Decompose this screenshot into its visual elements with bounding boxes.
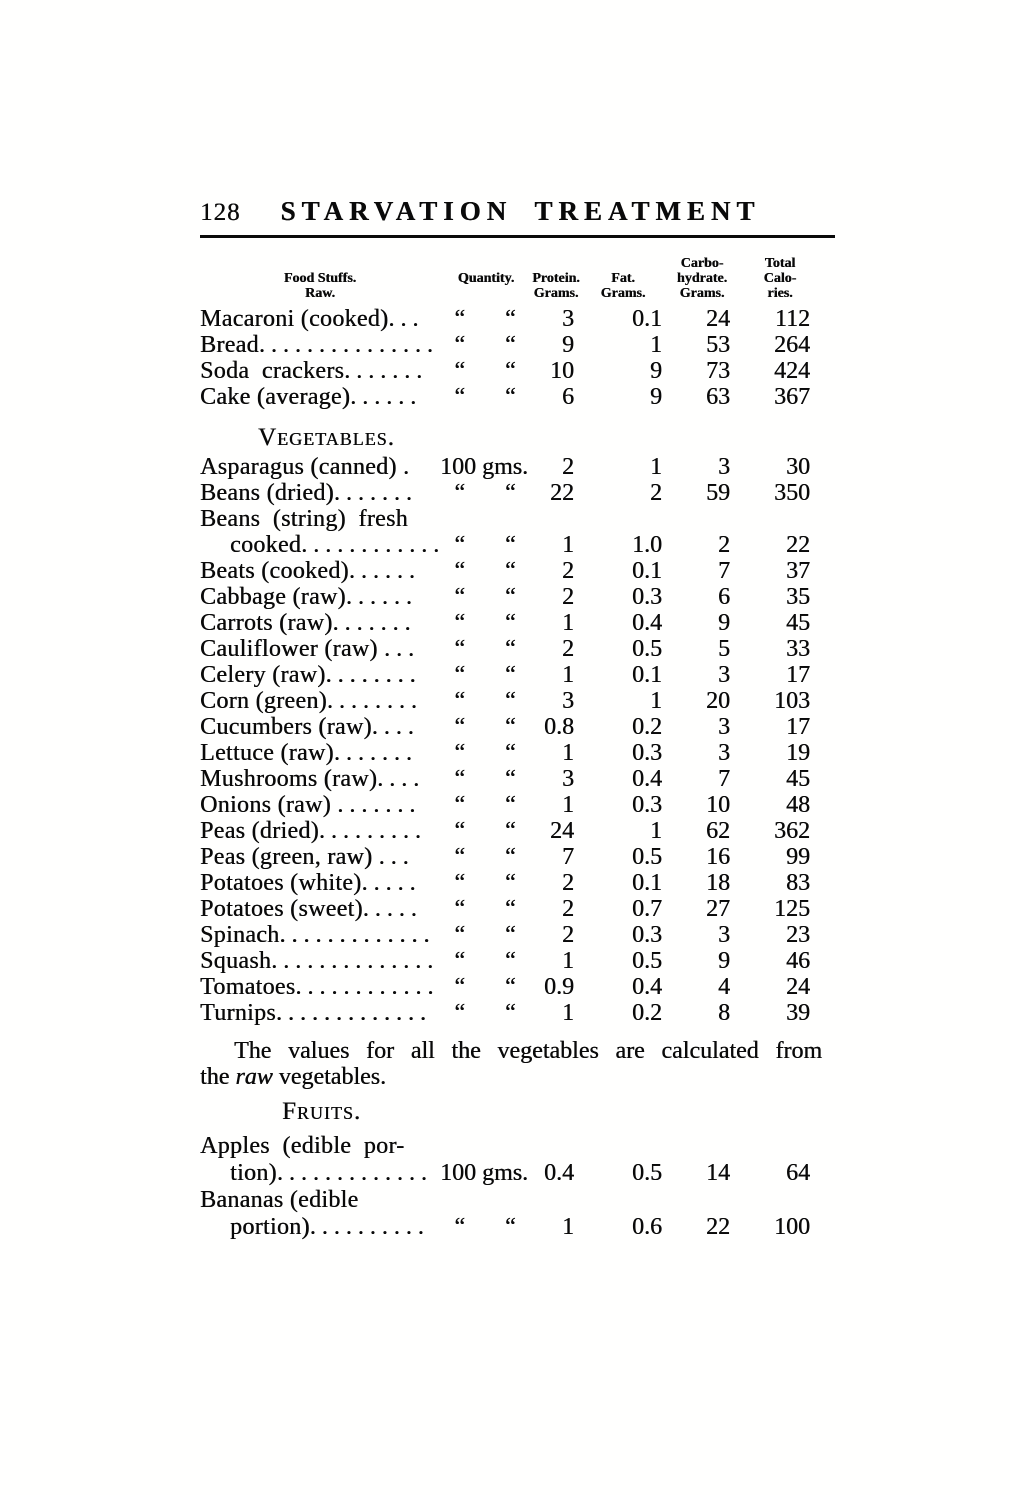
protein-cell: 1 <box>562 792 574 818</box>
food-name-cell <box>200 384 440 410</box>
section-heading-row <box>200 1090 822 1133</box>
fat-cell: 1 <box>650 332 662 358</box>
food-name-text: Soda crackers <box>200 358 345 384</box>
fat-cell: 0.5 <box>632 948 662 974</box>
carbohydrate-cell: 3 <box>718 922 730 948</box>
food-name-cell <box>200 532 446 558</box>
fruits-table <box>200 1090 822 1241</box>
fat-cell: 0.2 <box>632 1000 662 1026</box>
section-heading: Fruits. <box>282 1098 362 1125</box>
food-name-cell <box>200 766 440 792</box>
calories-cell: 350 <box>774 480 810 506</box>
calories-cell: 45 <box>786 766 810 792</box>
food-name-text: Potatoes (sweet) <box>200 896 363 922</box>
calories-cell: 83 <box>786 870 810 896</box>
leader-dots: . <box>402 454 415 480</box>
protein-column-header <box>532 256 580 306</box>
table-row <box>200 1160 822 1187</box>
protein-cell: 2 <box>562 454 574 480</box>
fat-cell: 0.5 <box>632 636 662 662</box>
leader-dots: ....... <box>333 480 418 506</box>
fat-cell: 0.7 <box>632 896 662 922</box>
carbohydrate-cell: 16 <box>706 844 730 870</box>
food-name-text: portion) <box>230 1214 310 1240</box>
page-header <box>200 196 835 227</box>
leader-dots: ............. <box>275 1000 432 1026</box>
calories-cell: 17 <box>786 662 810 688</box>
carbohydrate-cell: 9 <box>718 610 730 636</box>
food-name-text: Spinach <box>200 922 280 948</box>
table-row <box>200 636 822 662</box>
table-row <box>200 480 822 506</box>
carbohydrate-cell: 59 <box>706 480 730 506</box>
food-name-cell <box>200 948 440 974</box>
food-column-header <box>200 256 440 306</box>
leader-dots: ....... <box>344 358 429 384</box>
table-row <box>200 844 822 870</box>
table-row <box>200 454 822 480</box>
leader-dots: .... <box>377 766 426 792</box>
fat-cell: 0.1 <box>632 306 662 332</box>
food-name-text: Turnips <box>200 1000 276 1026</box>
food-name-cell <box>200 870 440 896</box>
carbohydrate-cell: 27 <box>706 896 730 922</box>
food-name-cell <box>200 454 440 480</box>
table-row <box>200 688 822 714</box>
fat-cell: 0.5 <box>632 844 662 870</box>
leader-dots: ....... <box>337 792 422 818</box>
table-row <box>200 896 822 922</box>
calories-cell: 64 <box>786 1160 811 1186</box>
protein-cell: 1 <box>562 948 574 974</box>
table-row <box>200 584 822 610</box>
quantity-cell: “ “ <box>454 766 518 792</box>
fat-cell: 0.3 <box>632 584 662 610</box>
calories-cell: 30 <box>786 454 810 480</box>
leader-dots: ...... <box>350 384 423 410</box>
quantity-cell: “ “ <box>454 948 518 974</box>
carbohydrate-cell: 10 <box>706 792 730 818</box>
table-row <box>200 332 822 358</box>
food-name-cell <box>200 1000 440 1026</box>
fat-cell: 0.1 <box>632 870 662 896</box>
calories-column-header <box>738 256 822 306</box>
leader-dots: ...... <box>345 584 418 610</box>
food-name-text: Tomatoes <box>200 974 296 1000</box>
protein-cell: 1 <box>562 1214 574 1240</box>
fat-cell: 0.3 <box>632 922 662 948</box>
protein-cell: 1 <box>562 610 574 636</box>
note-paragraph <box>200 1038 822 1090</box>
header-rule <box>200 235 835 238</box>
protein-cell: 2 <box>562 870 574 896</box>
calories-cell: 19 <box>786 740 810 766</box>
calories-cell: 37 <box>786 558 810 584</box>
fat-cell: 1 <box>650 688 662 714</box>
quantity-cell: 100 gms. <box>440 1160 529 1186</box>
leader-dots: .............. <box>271 948 440 974</box>
table-row <box>200 1214 822 1241</box>
food-name-text: Beans (string) fresh <box>200 506 408 532</box>
fat-cell: 0.3 <box>632 740 662 766</box>
table-row <box>200 870 822 896</box>
header-line: Total <box>764 256 796 271</box>
carbohydrate-cell: 6 <box>718 584 730 610</box>
food-name-text: Macaroni (cooked) <box>200 306 389 332</box>
food-name-cell <box>200 922 440 948</box>
food-name-text: Peas (dried) <box>200 818 319 844</box>
protein-cell: 3 <box>562 688 574 714</box>
food-name-text: Asparagus (canned) <box>200 454 403 480</box>
calories-cell: 17 <box>786 714 810 740</box>
carbohydrate-cell: 53 <box>706 332 730 358</box>
food-name-text: Beats (cooked) <box>200 558 349 584</box>
carbohydrate-cell: 73 <box>706 358 730 384</box>
protein-cell: 24 <box>550 818 574 844</box>
quantity-cell: “ “ <box>454 662 518 688</box>
food-name-text: Cauliflower (raw) <box>200 636 384 662</box>
quantity-cell: “ “ <box>454 740 518 766</box>
table-row <box>200 1187 822 1214</box>
header-line: Carbo- <box>680 256 724 271</box>
header-line: Raw. <box>305 286 335 301</box>
fat-cell: 0.2 <box>632 714 662 740</box>
protein-cell: 0.9 <box>544 974 574 1000</box>
table-row <box>200 974 822 1000</box>
fruit-table-body <box>200 1090 822 1241</box>
food-name-text: Peas (green, raw) <box>200 844 379 870</box>
food-name-text: cooked <box>230 532 302 558</box>
food-name-cell <box>200 584 440 610</box>
quantity-cell: “ “ <box>454 332 518 358</box>
table-row <box>200 506 822 532</box>
leader-dots: ..... <box>362 896 423 922</box>
carbohydrate-cell: 18 <box>706 870 730 896</box>
food-name-text: Cucumbers (raw) <box>200 714 372 740</box>
protein-cell: 1 <box>562 1000 574 1026</box>
calories-cell: 112 <box>774 306 810 332</box>
quantity-cell: “ “ <box>454 974 518 1000</box>
leader-dots: ............. <box>276 1160 433 1186</box>
food-name-text: tion) <box>230 1160 277 1186</box>
protein-cell: 2 <box>562 636 574 662</box>
leader-dots: ...... <box>348 558 421 584</box>
calories-cell: 22 <box>786 532 810 558</box>
fat-cell: 1 <box>650 818 662 844</box>
food-name-cell <box>200 332 440 358</box>
carbohydrate-cell: 4 <box>718 974 730 1000</box>
food-name-cell <box>200 662 440 688</box>
table-row <box>200 306 822 332</box>
quantity-cell: “ “ <box>454 688 518 714</box>
leader-dots: .......... <box>309 1214 430 1240</box>
note-text: the <box>200 1064 236 1090</box>
quantity-cell: “ “ <box>454 1214 518 1240</box>
table-row <box>200 948 822 974</box>
carbohydrate-cell: 3 <box>718 662 730 688</box>
food-name-cell <box>200 1214 440 1241</box>
quantity-cell: “ “ <box>454 480 518 506</box>
food-name-text: Celery (raw) <box>200 662 326 688</box>
protein-cell: 1 <box>562 662 574 688</box>
protein-cell: 2 <box>562 896 574 922</box>
fat-cell: 2 <box>650 480 662 506</box>
carbohydrate-cell: 62 <box>706 818 730 844</box>
food-table-body <box>200 306 822 1026</box>
carbohydrate-cell: 5 <box>718 636 730 662</box>
food-name-text: Apples (edible por- <box>200 1133 405 1159</box>
table-row <box>200 662 822 688</box>
quantity-cell: “ “ <box>454 792 518 818</box>
calories-cell: 33 <box>786 636 810 662</box>
food-name-cell <box>200 558 440 584</box>
food-name-cell <box>200 714 440 740</box>
carbohydrate-cell: 7 <box>718 766 730 792</box>
food-name-text: Potatoes (white) <box>200 870 362 896</box>
quantity-cell: “ “ <box>454 384 518 410</box>
fat-column-header <box>580 256 666 306</box>
header-line: hydrate. <box>676 271 728 286</box>
fat-cell: 9 <box>650 358 662 384</box>
food-name-cell <box>200 740 440 766</box>
quantity-cell: 100 gms. <box>440 454 529 480</box>
table-row <box>200 1133 822 1160</box>
calories-cell: 424 <box>774 358 810 384</box>
quantity-cell: “ “ <box>454 922 518 948</box>
food-name-cell <box>200 306 440 332</box>
food-name-text: Beans (dried) <box>200 480 334 506</box>
carbohydrate-cell: 20 <box>706 688 730 714</box>
table-row <box>200 714 822 740</box>
calories-cell: 103 <box>774 688 810 714</box>
protein-cell: 3 <box>562 306 574 332</box>
fat-cell: 0.5 <box>632 1160 662 1186</box>
section-heading: Vegetables. <box>258 424 395 451</box>
food-name-text: Bananas (edible <box>200 1187 359 1213</box>
table-row <box>200 558 822 584</box>
food-name-cell <box>200 818 440 844</box>
table-row <box>200 610 822 636</box>
quantity-cell: “ “ <box>454 558 518 584</box>
protein-cell: 2 <box>562 584 574 610</box>
leader-dots: ........ <box>326 688 423 714</box>
quantity-cell: “ “ <box>454 844 518 870</box>
fat-cell: 0.1 <box>632 662 662 688</box>
header-line: Grams. <box>600 286 646 301</box>
food-name-text: Carrots (raw) <box>200 610 333 636</box>
protein-cell: 1 <box>562 740 574 766</box>
leader-dots: ......... <box>318 818 427 844</box>
protein-cell: 1 <box>562 532 574 558</box>
food-name-cell <box>200 506 822 532</box>
food-name-cell <box>200 1133 822 1160</box>
table-row <box>200 1000 822 1026</box>
table-row <box>200 532 822 558</box>
calories-cell: 23 <box>786 922 810 948</box>
header-line: Quantity. <box>457 271 515 286</box>
calories-cell: 39 <box>786 1000 810 1026</box>
table-header <box>200 256 822 306</box>
nutrition-table <box>200 256 822 1026</box>
header-line: Protein. <box>532 271 580 286</box>
table-row <box>200 922 822 948</box>
calories-cell: 367 <box>774 384 810 410</box>
header-line: Calo- <box>763 271 797 286</box>
carbohydrate-cell: 3 <box>718 714 730 740</box>
food-name-text: Onions (raw) <box>200 792 338 818</box>
fat-cell: 0.1 <box>632 558 662 584</box>
food-name-text: Squash <box>200 948 272 974</box>
protein-cell: 0.8 <box>544 714 574 740</box>
food-name-cell <box>200 896 440 922</box>
carbohydrate-cell: 22 <box>706 1214 730 1240</box>
leader-dots: ............ <box>301 532 446 558</box>
calories-cell: 362 <box>774 818 810 844</box>
carbohydrate-cell: 14 <box>706 1160 730 1186</box>
header-line: Grams. <box>533 286 579 301</box>
quantity-column-header <box>440 256 532 306</box>
page-number: 128 <box>200 199 241 226</box>
food-name-cell <box>200 792 440 818</box>
leader-dots: ..... <box>361 870 422 896</box>
leader-dots: ............. <box>279 922 436 948</box>
food-name-cell <box>200 974 440 1000</box>
fat-cell: 0.4 <box>632 610 662 636</box>
carbohydrate-cell: 63 <box>706 384 730 410</box>
header-line: ries. <box>767 286 793 301</box>
quantity-cell: “ “ <box>454 532 518 558</box>
header-line: Food Stuffs. <box>283 271 357 286</box>
leader-dots: ............... <box>258 332 439 358</box>
calories-cell: 24 <box>786 974 810 1000</box>
carbohydrate-cell: 3 <box>718 740 730 766</box>
note-italic-word: raw <box>235 1064 273 1090</box>
food-name-cell <box>200 844 440 870</box>
calories-cell: 35 <box>786 584 810 610</box>
calories-cell: 264 <box>774 332 810 358</box>
note-text: vegetables. <box>272 1064 386 1090</box>
fat-cell: 0.4 <box>632 766 662 792</box>
leader-dots: ........ <box>325 662 422 688</box>
food-name-cell <box>200 480 440 506</box>
quantity-cell: “ “ <box>454 870 518 896</box>
header-line: Grams. <box>679 286 725 301</box>
protein-cell: 7 <box>562 844 574 870</box>
food-name-text: Cake (average) <box>200 384 351 410</box>
section-heading-row <box>200 410 822 454</box>
fat-cell: 9 <box>650 384 662 410</box>
food-name-text: Lettuce (raw) <box>200 740 334 766</box>
table-row <box>200 766 822 792</box>
carbohydrate-cell: 3 <box>718 454 730 480</box>
carbohydrate-cell: 8 <box>718 1000 730 1026</box>
calories-cell: 45 <box>786 610 810 636</box>
table-row <box>200 358 822 384</box>
food-name-text: Bread <box>200 332 259 358</box>
fat-cell: 0.6 <box>632 1214 662 1240</box>
fat-cell: 1 <box>650 454 662 480</box>
food-name-cell <box>200 1160 440 1187</box>
food-name-cell <box>200 358 440 384</box>
quantity-cell: “ “ <box>454 636 518 662</box>
carbohydrate-cell: 7 <box>718 558 730 584</box>
food-name-cell <box>200 688 440 714</box>
protein-cell: 3 <box>562 766 574 792</box>
header-line: Fat. <box>611 271 635 286</box>
carbohydrate-cell: 2 <box>718 532 730 558</box>
protein-cell: 2 <box>562 558 574 584</box>
quantity-cell: “ “ <box>454 584 518 610</box>
leader-dots: ....... <box>332 610 417 636</box>
leader-dots: ............ <box>295 974 440 1000</box>
header-line <box>440 286 532 301</box>
food-name-cell <box>200 1187 822 1214</box>
carbohydrate-column-header <box>666 256 738 306</box>
carbohydrate-cell: 9 <box>718 948 730 974</box>
table-row <box>200 792 822 818</box>
protein-cell: 6 <box>562 384 574 410</box>
leader-dots: ... <box>388 306 425 332</box>
protein-cell: 10 <box>550 358 574 384</box>
calories-cell: 99 <box>786 844 810 870</box>
carbohydrate-cell: 24 <box>706 306 730 332</box>
food-name-text: Mushrooms (raw) <box>200 766 378 792</box>
quantity-cell: “ “ <box>454 1000 518 1026</box>
leader-dots: ... <box>384 636 420 662</box>
table-row <box>200 818 822 844</box>
food-name-text: Cabbage (raw) <box>200 584 346 610</box>
quantity-cell: “ “ <box>454 306 518 332</box>
calories-cell: 125 <box>774 896 810 922</box>
protein-cell: 0.4 <box>544 1160 574 1186</box>
calories-cell: 46 <box>786 948 810 974</box>
protein-cell: 9 <box>562 332 574 358</box>
fat-cell: 0.4 <box>632 974 662 1000</box>
calories-cell: 48 <box>786 792 810 818</box>
running-title: STARVATION TREATMENT <box>280 196 761 226</box>
table-row <box>200 384 822 410</box>
food-name-cell <box>200 636 440 662</box>
leader-dots: .... <box>371 714 420 740</box>
fat-cell: 0.3 <box>632 792 662 818</box>
quantity-cell: “ “ <box>454 818 518 844</box>
leader-dots: ....... <box>333 740 418 766</box>
quantity-cell: “ “ <box>454 358 518 384</box>
quantity-cell: “ “ <box>454 896 518 922</box>
note-line <box>200 1064 822 1090</box>
note-line: The values for all the vegetables are calculated from <box>234 1038 822 1064</box>
leader-dots: ... <box>378 844 415 870</box>
food-name-cell <box>200 610 440 636</box>
table-row <box>200 740 822 766</box>
table-header-row <box>200 256 822 306</box>
protein-cell: 2 <box>562 922 574 948</box>
calories-cell: 100 <box>774 1214 811 1240</box>
quantity-cell: “ “ <box>454 714 518 740</box>
fat-cell: 1.0 <box>632 532 662 558</box>
quantity-cell: “ “ <box>454 610 518 636</box>
food-name-text: Corn (green) <box>200 688 327 714</box>
protein-cell: 22 <box>550 480 574 506</box>
